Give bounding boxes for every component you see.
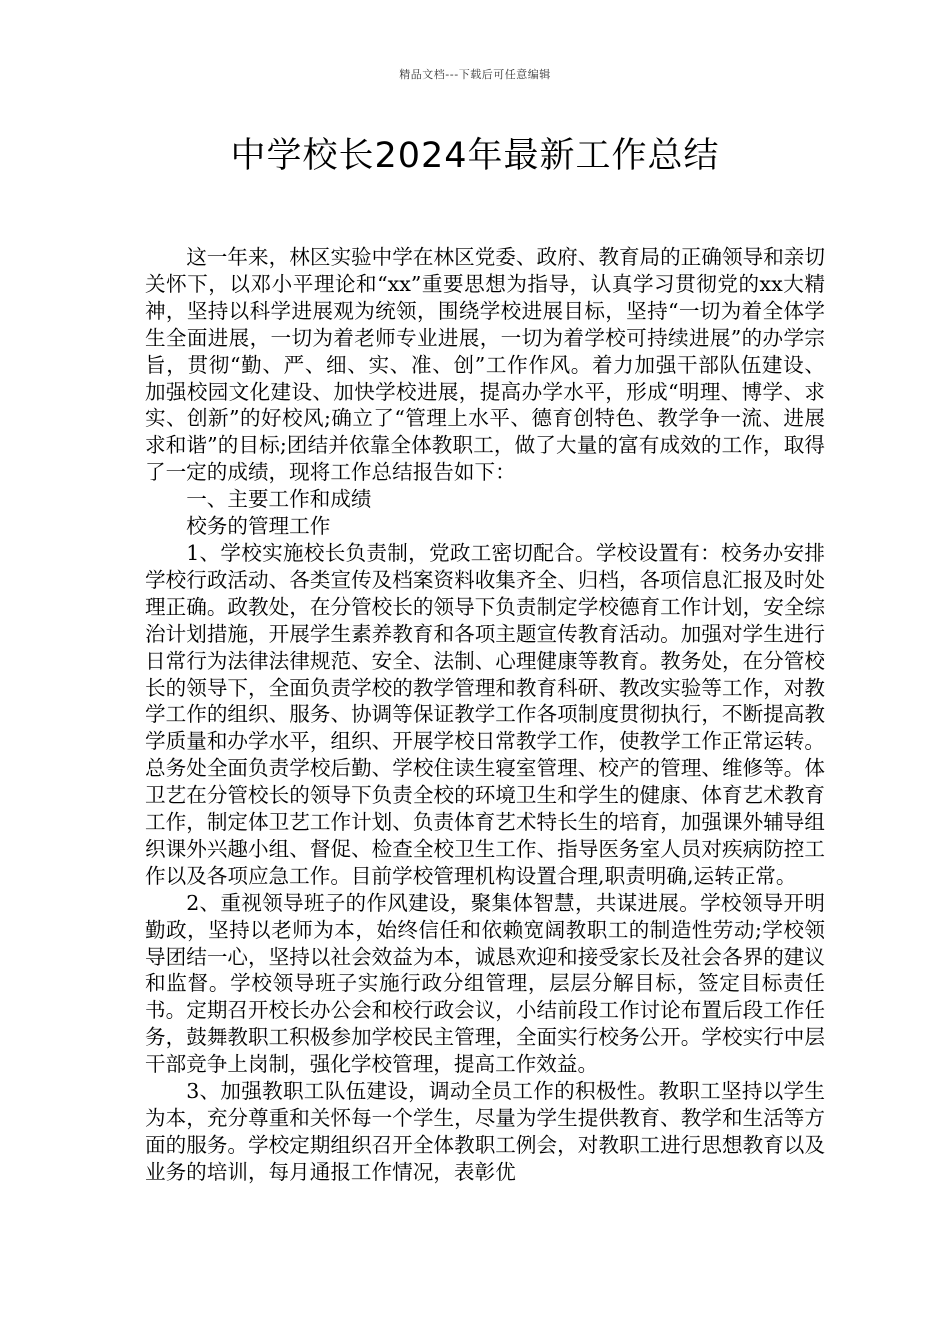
paragraph-item-2: 2、重视领导班子的作风建设，聚集体智慧，共谋进展。学校领导开明勤政，坚持以老师为本，始终信任和依赖宽阔教职工的制造性劳动;学校领导团结一心，坚持以社会效益为本，诚恳欢迎和接受家长及社会各界的建议和监督。学校领导班子实施行政分组管理，层层分解目标，签定目标责任书。定期召开校长办公会和校行政会议，小结前段工作讨论布置后段工作任务，鼓舞教职工积极参加学校民主管理，全面实行校务公开。学校实行中层干部竞争上岗制，强化学校管理，提高工作效益。 <box>145 890 825 1077</box>
document-body <box>145 244 825 1186</box>
paragraph-item-3: 3、加强教职工队伍建设，调动全员工作的积极性。教职工坚持以学生为本，充分尊重和关怀每一个学生，尽量为学生提供教育、教学和生活等方面的服务。学校定期组织召开全体教职工例会，对教职工进行思想教育以及业务的培训，每月通报工作情况，表彰优 <box>145 1079 825 1184</box>
section-heading-main-work: 一、主要工作和成绩 <box>186 487 372 512</box>
subsection-heading-school-management: 校务的管理工作 <box>186 514 331 539</box>
document-title: 中学校长2024年最新工作总结 <box>230 136 720 176</box>
header-note: 精品文档---下载后可任意编辑 <box>399 68 551 81</box>
paragraph-intro: 这一年来，林区实验中学在林区党委、政府、教育局的正确领导和亲切关怀下，以邓小平理论和“xx”重要思想为指导，认真学习贯彻党的xx大精神，坚持以科学进展观为统领，围绕学校进展目标，坚持“一切为着全体学生全面进展，一切为着老师专业进展，一切为着学校可持续进展”的办学宗旨，贯彻“勤、严、细、实、准、创”工作作风。着力加强干部队伍建设、加强校园文化建设、加快学校进展，提高办学水平，形成“明理、博学、求实、创新”的好校风;确立了“管理上水平、德育创特色、教学争一流、进展求和谐”的目标;团结并依靠全体教职工，做了大量的富有成效的工作，取得了一定的成绩，现将工作总结报告如下： <box>145 245 825 485</box>
paragraph-item-1: 1、学校实施校长负责制，党政工密切配合。学校设置有：校务办安排学校行政活动、各类宣传及档案资料收集齐全、归档，各项信息汇报及时处理正确。政教处，在分管校长的领导下负责制定学校德育工作计划，安全综治计划措施，开展学生素养教育和各项主题宣传教育活动。加强对学生进行日常行为法律法律规范、安全、法制、心理健康等教育。教务处，在分管校长的领导下，全面负责学校的教学管理和教育科研、教改实验等工作，对教学工作的组织、服务、协调等保证教学工作各项制度贯彻执行，不断提高教学质量和办学水平，组织、开展学校日常教学工作，使教学工作正常运转。总务处全面负责学校后勤、学校住读生寝室管理、校产的管理、维修等。体卫艺在分管校长的领导下负责全校的环境卫生和学生的健康、体育艺术教育工作，制定体卫艺工作计划、负责体育艺术特长生的培育，加强课外辅导组织课外兴趣小组、督促、检查全校卫生工作、指导医务室人员对疾病防控工作以及各项应急工作。目前学校管理机构设置合理,职责明确,运转正常。 <box>145 540 825 888</box>
